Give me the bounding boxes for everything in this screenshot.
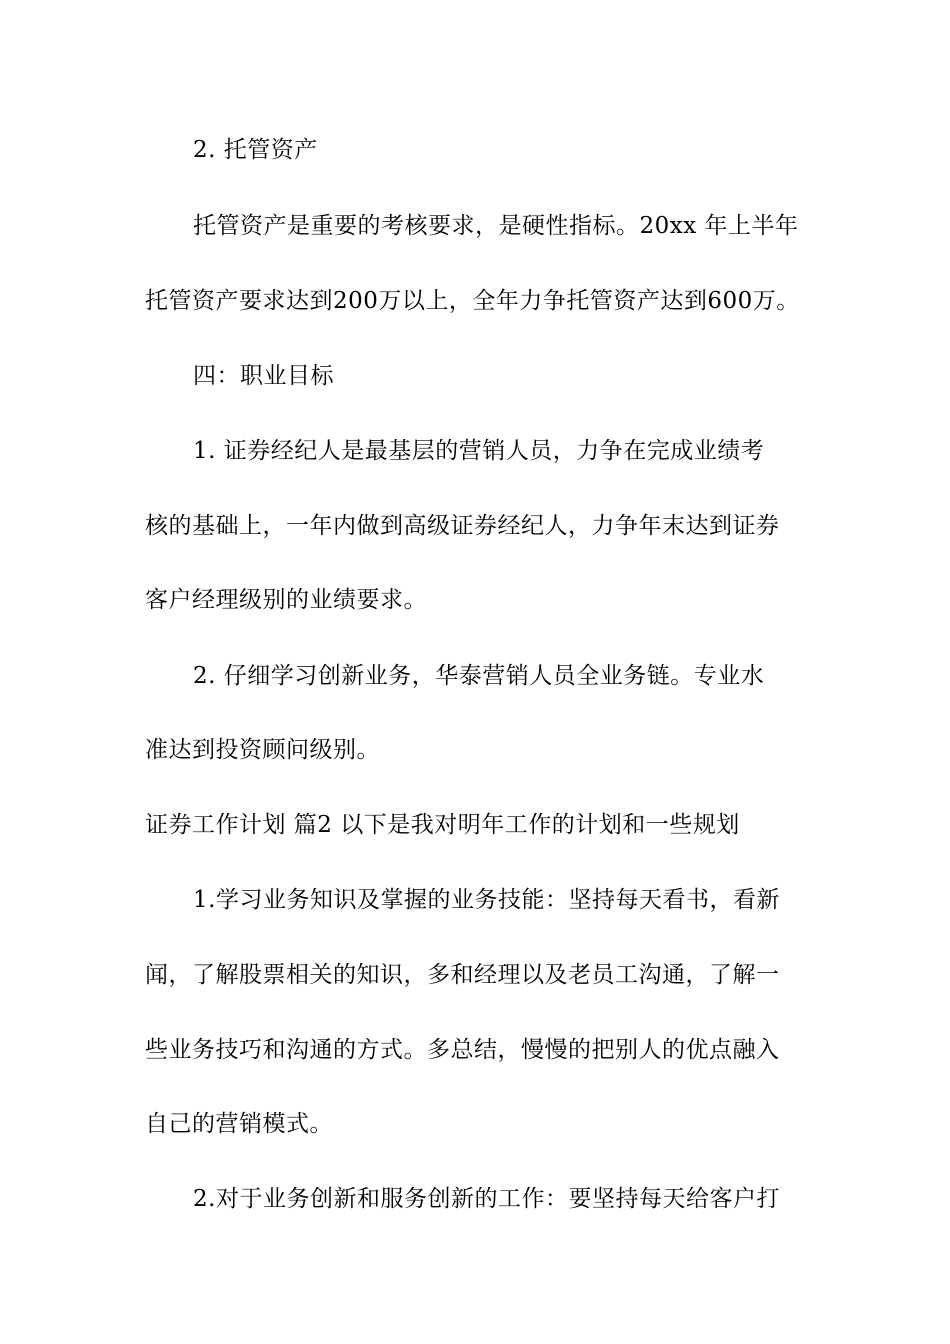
paragraph-line: 1. 证券经纪人是最基层的营销人员，力争在完成业绩考 xyxy=(193,438,765,464)
paragraph-line: 托管资产是重要的考核要求，是硬性指标。20xx 年上半年 xyxy=(193,213,799,239)
section-heading-managed-assets: 2. 托管资产 xyxy=(193,137,318,163)
paragraph-line: 2.对于业务创新和服务创新的工作：要坚持每天给客户打 xyxy=(193,1186,780,1212)
paragraph-line: 核的基础上，一年内做到高级证券经纪人，力争年末达到证券 xyxy=(145,513,780,539)
section-title-plan-2: 证券工作计划 篇2 以下是我对明年工作的计划和一些规划 xyxy=(145,812,740,838)
paragraph-line: 1.学习业务知识及掌握的业务技能：坚持每天看书，看新 xyxy=(193,887,780,913)
section-heading-career-goals: 四：职业目标 xyxy=(193,363,334,389)
paragraph-line: 客户经理级别的业绩要求。 xyxy=(145,587,427,613)
paragraph-line: 2. 仔细学习创新业务，华泰营销人员全业务链。专业水 xyxy=(193,663,765,689)
paragraph-line: 些业务技巧和沟通的方式。多总结，慢慢的把别人的优点融入 xyxy=(145,1037,780,1063)
paragraph-line: 准达到投资顾问级别。 xyxy=(145,737,380,763)
paragraph-line: 闻，了解股票相关的知识，多和经理以及老员工沟通，了解一 xyxy=(145,962,780,988)
paragraph-line: 自己的营销模式。 xyxy=(145,1111,333,1137)
paragraph-line: 托管资产要求达到200万以上，全年力争托管资产达到600万。 xyxy=(145,288,800,314)
